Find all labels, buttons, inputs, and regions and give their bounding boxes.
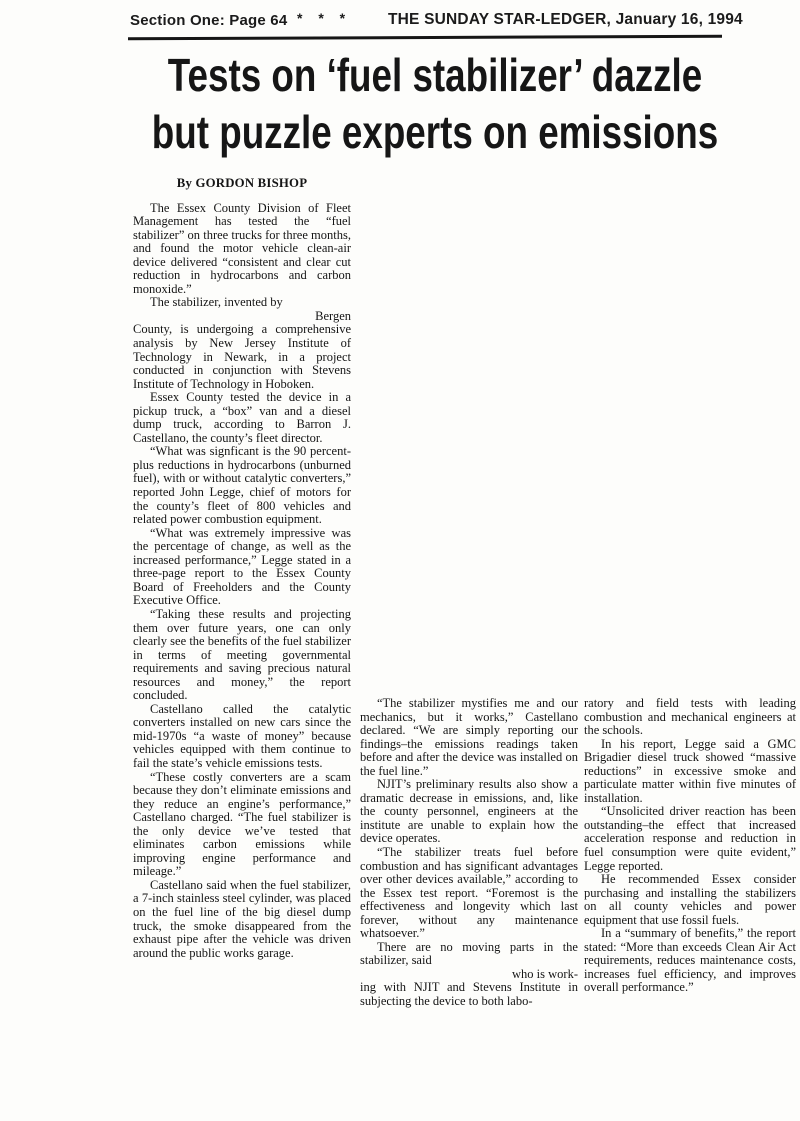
article-paragraph: There are no moving parts in the stabilizer, said <box>360 939 578 968</box>
article-paragraph: “These costly converters are a scam because they don’t eliminate emissions and they reduce an engine’s performance,” Castellano charged. “The fuel stabilizer is the only device we’ve tested that eliminates carbon emissions while improving engine performance and mileage.” <box>133 769 351 879</box>
article-column-3 <box>584 697 796 995</box>
headline-line-2: but puzzle experts on emissions <box>151 106 719 158</box>
masthead-stars: * * * <box>297 10 352 26</box>
article-paragraph: “The stabilizer mystifies me and our mechanics, but it works,” Castellano declared. “We are simply reporting our findings–the emissions readings taken before and after the device was installed on the fuel line.” <box>360 696 578 778</box>
article-paragraph: In his report, Legge said a GMC Brigadier diesel truck showed “massive reductions” in excessive smoke and particulate matter within five minutes of installation. <box>584 736 796 805</box>
article-paragraph: “Unsolicited driver reaction has been outstanding–the effect that increased acceleration response and reduction in fuel consumption were quite evident,” Legge reported. <box>584 804 796 873</box>
masthead-rule <box>128 35 722 41</box>
headline-line-1: Tests on ‘fuel stabilizer’ dazzle <box>167 49 703 101</box>
redacted-name-line: Bergen <box>315 308 351 323</box>
article-paragraph: ing with NJIT and Stevens Institute in subjecting the device to both labo- <box>360 980 578 1009</box>
article-column-2 <box>360 697 578 1009</box>
article-paragraph: NJIT’s preliminary results also show a dramatic decrease in emissions, and, like the county personnel, engineers at the institute are unable to explain how the device operates. <box>360 777 578 846</box>
article-paragraph: He recommended Essex consider purchasing and installing the stabilizers on all county vehicles and power equipment that use fossil fuels. <box>584 872 796 927</box>
article-paragraph: Essex County tested the device in a pickup truck, a “box” van and a diesel dump truck, according to Barron J. Castellano, the county’s fleet director. <box>133 390 351 445</box>
article-paragraph: The Essex County Division of Fleet Management has tested the “fuel stabilizer” on three trucks for three months, and found the motor vehicle clean-air device delivered “consistent and clear cut reduction in hydrocarbons and carbon monoxide.” <box>133 200 351 296</box>
article-paragraph: Castellano said when the fuel stabilizer, a 7-inch stainless steel cylinder, was placed on the fuel line of the big diesel dump truck, the smoke disappeared from the exhaust pipe after the vehicle was driven around the public works garage. <box>133 877 351 960</box>
article-paragraph: Castellano called the catalytic converters installed on new cars since the mid-1970s “a waste of money” because vehicles equipped with them continue to fail the state’s vehicle emissions tests. <box>133 701 351 770</box>
article-paragraph: “The stabilizer treats fuel before combustion and has significant advantages over other devices available,” according to the Essex test report. “Foremost is the effectiveness and longevity which last forever, without any maintenance whatsoever.” <box>360 845 578 941</box>
article-paragraph: “Taking these results and projecting them over future years, one can only clearly see the benefits of the fuel stabilizer in terms of meeting governmental requirements and saving precious natural resources and money,” the report concluded. <box>133 606 351 703</box>
article-paragraph: The stabilizer, invented by <box>150 295 283 310</box>
masthead-section-page: Section One: Page 64 <box>130 12 288 29</box>
byline: By GORDON BISHOP <box>176 176 308 190</box>
article-paragraph: “What was extremely impressive was the percentage of change, as well as the increased performance,” Legge stated in a three-page report to the Essex County Board of Freeholders and the County Executive Office. <box>133 525 351 608</box>
article-headline <box>55 47 800 161</box>
masthead-title-date: THE SUNDAY STAR-LEDGER, January 16, 1994 <box>388 11 743 28</box>
redacted-name-line: who is work- <box>512 966 578 981</box>
article-paragraph: ratory and field tests with leading combustion and mechanical engineers at the schools. <box>584 696 796 738</box>
article-paragraph: County, is undergoing a comprehensive analysis by New Jersey Institute of Technology in Newark, in a project conducted in conjunction with Stevens Institute of Technology in Hoboken. <box>133 322 351 391</box>
article-paragraph: “What was signficant is the 90 percent-plus reductions in hydrocarbons (unburned fuel), with or without catalytic converters,” reported John Legge, chief of motors for the county’s fleet of 800 vehicles and related power combustion equipment. <box>133 444 351 527</box>
article-paragraph: In a “summary of benefits,” the report stated: “More than exceeds Clean Air Act requirements, reduces maintenance costs, increases fuel efficiency, and improves overall performance.” <box>584 926 796 995</box>
article-column-1 <box>133 177 351 960</box>
